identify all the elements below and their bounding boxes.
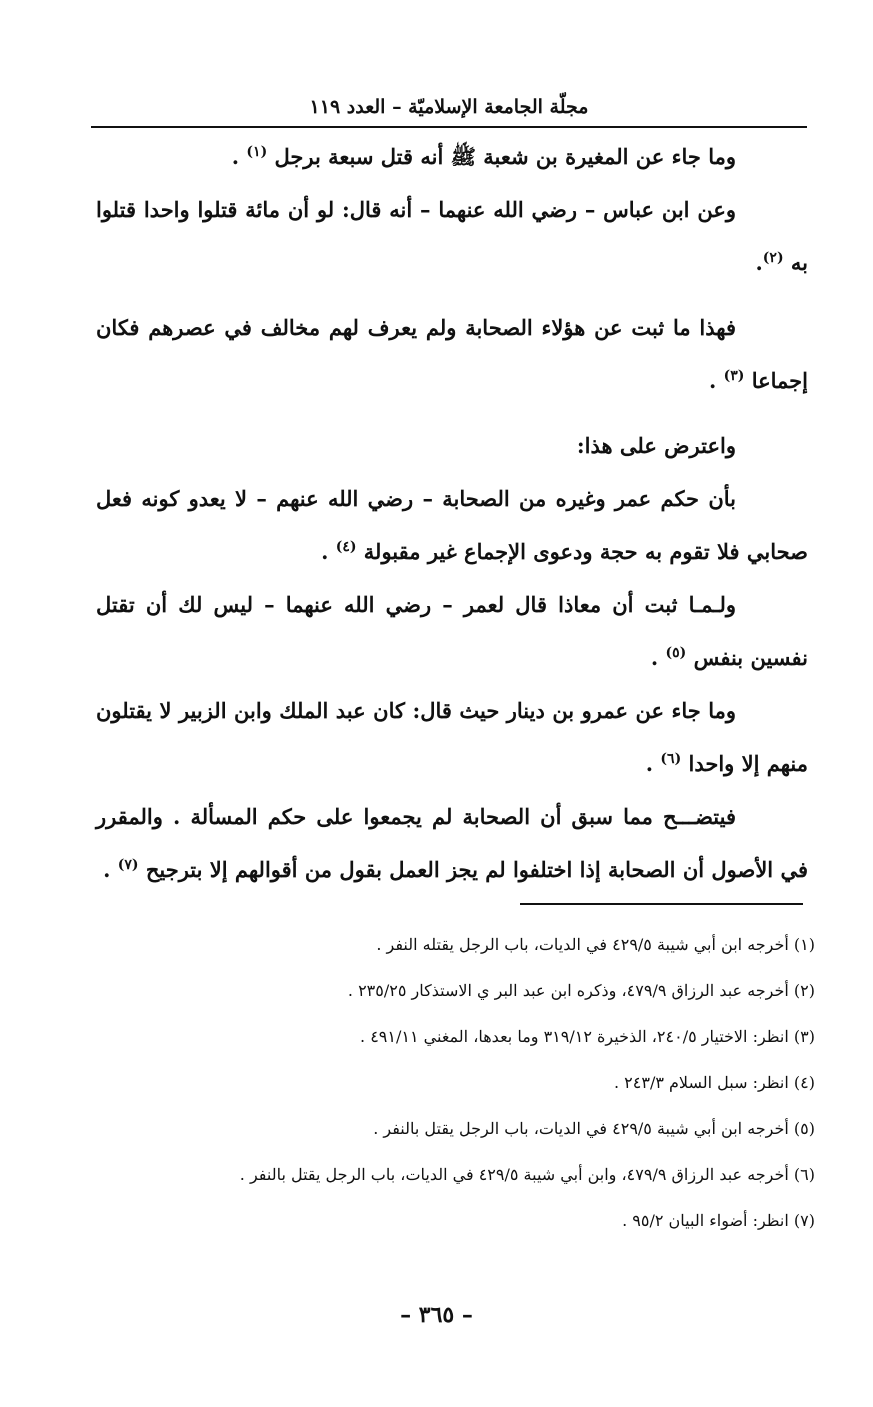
paragraph-end: . [231, 144, 247, 169]
footnote: (١) أخرجه ابن أبي شيبة ٤٢٩/٥ في الديات، باب الرجل يقتله النفر . [376, 935, 815, 954]
paragraph-end: . [708, 368, 724, 393]
footnote-ref[interactable]: (١) [246, 144, 268, 160]
footnote: (٦) أخرجه عبد الرزاق ٤٧٩/٩، وابن أبي شيبة ٤٢٩/٥ في الديات، باب الرجل يقتل بالنفر . [239, 1165, 815, 1184]
paragraph [96, 578, 808, 684]
footnote-ref[interactable]: (٣) [723, 368, 745, 384]
paragraph [96, 472, 808, 578]
paragraph [96, 183, 808, 289]
paragraph [96, 301, 808, 407]
paragraph-text: ولـمـا ثبت أن معاذا قال لعمر – رضي الله عنهما – ليس لك أن تقتل نفسين بنفس [96, 592, 808, 670]
page-number: – ٣٦٥ – [400, 1302, 473, 1328]
footnotes-list [96, 922, 815, 1244]
header-rule [91, 126, 807, 128]
running-header: مجلّة الجامعة الإسلاميّة – العدد ١١٩ [309, 96, 589, 118]
footnote: (٧) انظر: أضواء البيان ٩٥/٢ . [622, 1211, 815, 1230]
paragraph-text: فيتضـــح مما سبق أن الصحابة لم يجمعوا على حكم المسألة . والمقرر في الأصول أن الصحابة إذا اختلفوا لم يجز العمل بقول من أقوالهم إلا بترجيح [96, 804, 808, 882]
paragraph-text: فهذا ما ثبت عن هؤلاء الصحابة ولم يعرف لهم مخالف في عصرهم فكان إجماعا [96, 315, 808, 393]
paragraph-end: . [650, 645, 666, 670]
paragraph [96, 684, 808, 790]
paragraph [96, 790, 808, 896]
paragraph-end: . [103, 857, 118, 882]
paragraph-text: واعترض على هذا: [576, 433, 736, 458]
footnote: (٣) انظر: الاختيار ٢٤٠/٥، الذخيرة ٣١٩/١٢ وما بعدها، المغني ٤٩١/١١ . [360, 1027, 815, 1046]
paragraph-end: . [321, 539, 336, 564]
paragraph [96, 130, 808, 183]
footnote-ref[interactable]: (٦) [660, 751, 682, 767]
footnote: (٢) أخرجه عبد الرزاق ٤٧٩/٩، وذكره ابن عبد البر ي الاستذكار ٢٣٥/٢٥ . [347, 981, 815, 1000]
footnote-ref[interactable]: (٤) [335, 539, 357, 555]
paragraph [96, 419, 808, 472]
footnote: (٤) انظر: سبل السلام ٢٤٣/٣ . [613, 1073, 815, 1092]
footnote: (٥) أخرجه ابن أبي شيبة ٤٢٩/٥ في الديات، باب الرجل يقتل بالنفر . [373, 1119, 815, 1138]
paragraph-text: وما جاء عن عمرو بن دينار حيث قال: كان عبد الملك وابن الزبير لا يقتلون منهم إلا واحدا [96, 698, 808, 776]
footnote-ref[interactable]: (٢) [762, 250, 784, 266]
footnote-ref[interactable]: (٧) [117, 857, 139, 873]
paragraph-text: وعن ابن عباس – رضي الله عنهما – أنه قال: لو أن مائة قتلوا واحدا قتلوا به [96, 197, 808, 275]
footnote-separator [520, 903, 803, 905]
paragraph-end: . [645, 751, 661, 776]
paragraph-text: وما جاء عن المغيرة بن شعبة ﷺ أنه قتل سبعة برجل [274, 144, 736, 169]
footnote-ref[interactable]: (٥) [665, 645, 687, 661]
body-text [96, 130, 808, 896]
paragraph-end: . [755, 250, 763, 275]
paragraph-text: بأن حكم عمر وغيره من الصحابة – رضي الله عنهم – لا يعدو كونه فعل صحابي فلا تقوم به حجة ودعوى الإجماع غير مقبولة [96, 486, 808, 564]
